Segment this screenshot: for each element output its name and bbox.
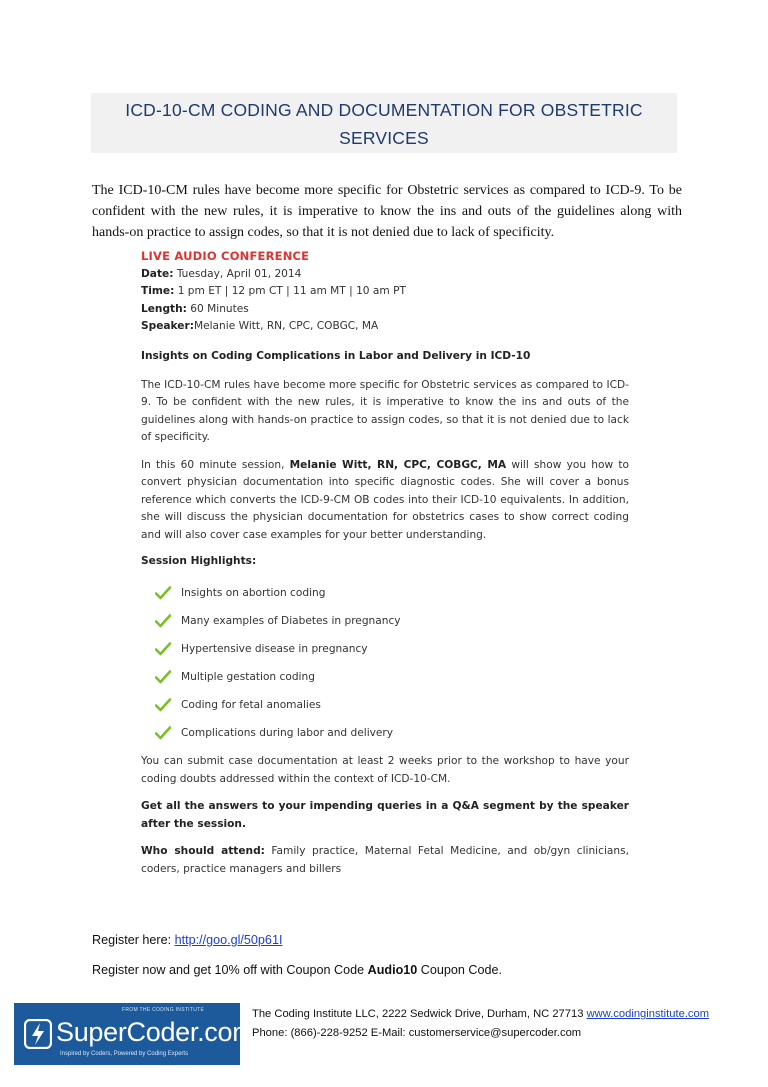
- time-row: [141, 283, 629, 301]
- conference-flyer: [141, 248, 629, 878]
- date-label: Date:: [141, 267, 174, 280]
- conference-paragraph-1: The ICD-10-CM rules have become more specific for Obstetric services as compared to ICD-9. To be confident with the new rules, it is imperative to know the ins and outs of the guidelines along with hands-on practice to assign codes, so that it is not denied due to lack of specificity.: [141, 378, 629, 443]
- conference-paragraph-3: You can submit case documentation at least 2 weeks prior to the workshop to have your coding doubts addressed within the context of ICD-10-CM.: [141, 755, 629, 785]
- document-title: [91, 93, 677, 153]
- list-item: [155, 663, 629, 691]
- length-row: [141, 301, 629, 319]
- para2-after: will show you how to convert physician documentation into specific diagnostic codes. She will cover a bonus reference which converts the ICD-9-CM OB codes into their ICD-10 equivalents. In addition, she will discuss the physician documentation for obstetrics cases to show correct coding and will also cover case examples for your better understanding.: [141, 458, 629, 541]
- time-label: Time:: [141, 285, 175, 297]
- conference-heading: LIVE AUDIO CONFERENCE: [141, 249, 310, 263]
- speaker-row: [141, 318, 629, 336]
- intro-paragraph: The ICD-10-CM rules have become more specific for Obstetric services as compared to ICD-9. To be confident with the new rules, it is imperative to know the ins and outs of the guidelines along with hands-on practice to assign codes, so that it is not denied due to lack of specificity.: [92, 183, 682, 240]
- coupon-prefix: Register now and get 10% off with Coupon Code: [92, 963, 368, 977]
- highlights-heading: Session Highlights:: [141, 555, 257, 567]
- para2-before: In this 60 minute session,: [141, 458, 290, 471]
- who-should-attend: [141, 843, 629, 878]
- attend-label: Who should attend:: [141, 845, 265, 857]
- date-row: [141, 266, 629, 284]
- list-item: [155, 691, 629, 719]
- highlight-text: Insights on abortion coding: [181, 587, 326, 599]
- conference-paragraph-4: Get all the answers to your impending queries in a Q&A segment by the speaker after the session.: [141, 800, 629, 830]
- time-value: 1 pm ET | 12 pm CT | 11 am MT | 10 am PT: [177, 285, 406, 297]
- list-item: [155, 579, 629, 607]
- highlight-text: Hypertensive disease in pregnancy: [181, 643, 368, 655]
- checkmark-icon: [155, 586, 171, 600]
- footer-address: The Coding Institute LLC, 2222 Sedwick Drive, Durham, NC 27713: [252, 1008, 587, 1020]
- coupon-code: Audio10: [367, 963, 418, 977]
- highlight-text: Complications during labor and delivery: [181, 727, 394, 739]
- length-value: 60 Minutes: [190, 302, 249, 315]
- register-link[interactable]: http://goo.gl/50p61I: [174, 933, 283, 947]
- footer-website-link[interactable]: www.codinginstitute.com: [586, 1008, 710, 1020]
- logo-small-text: FROM THE CODING INSTITUTE: [122, 1007, 205, 1013]
- footer-contact-line: Phone: (866)-228-9252 E-Mail: customerservice@supercoder.com: [252, 1027, 582, 1039]
- register-line: [92, 933, 692, 947]
- checkmark-icon: [155, 642, 171, 656]
- checkmark-icon: [155, 726, 171, 740]
- register-prefix: Register here:: [92, 933, 175, 947]
- conference-paragraph-2: [141, 457, 629, 545]
- date-value: Tuesday, April 01, 2014: [176, 267, 302, 280]
- checkmark-icon: [155, 670, 171, 684]
- highlight-text: Many examples of Diabetes in pregnancy: [181, 615, 401, 627]
- speaker-label: Speaker:: [141, 320, 194, 332]
- checkmark-icon: [155, 698, 171, 712]
- highlight-text: Coding for fetal anomalies: [181, 699, 321, 711]
- attend-value: Family practice, Maternal Fetal Medicine, and ob/gyn clinicians, coders, practice managers and billers: [141, 845, 629, 875]
- list-item: [155, 635, 629, 663]
- coupon-line: [92, 963, 692, 977]
- length-label: Length:: [141, 302, 187, 315]
- supercoder-logo: [14, 1003, 255, 1065]
- highlight-text: Multiple gestation coding: [181, 671, 315, 683]
- lightning-bolt-icon: [24, 1019, 52, 1049]
- speaker-value: Melanie Witt, RN, CPC, COBGC, MA: [193, 320, 379, 332]
- footer-contact: [252, 1005, 752, 1043]
- title-line-2: SERVICES: [339, 128, 429, 148]
- para2-speaker: Melanie Witt, RN, CPC, COBGC, MA: [289, 458, 507, 471]
- insights-heading: Insights on Coding Complications in Labor and Delivery in ICD-10: [141, 349, 531, 362]
- highlights-list: [155, 579, 629, 747]
- coupon-suffix: Coupon Code.: [417, 963, 503, 977]
- logo-tagline: Inspired by Coders, Powered by Coding Experts: [60, 1051, 189, 1057]
- list-item: [155, 607, 629, 635]
- checkmark-icon: [155, 614, 171, 628]
- title-line-1: ICD-10-CM CODING AND DOCUMENTATION FOR OBSTETRIC: [125, 100, 643, 120]
- footer-address-line: [252, 1005, 752, 1024]
- list-item: [155, 719, 629, 747]
- logo-brand: SuperCoder.com: [56, 1017, 255, 1047]
